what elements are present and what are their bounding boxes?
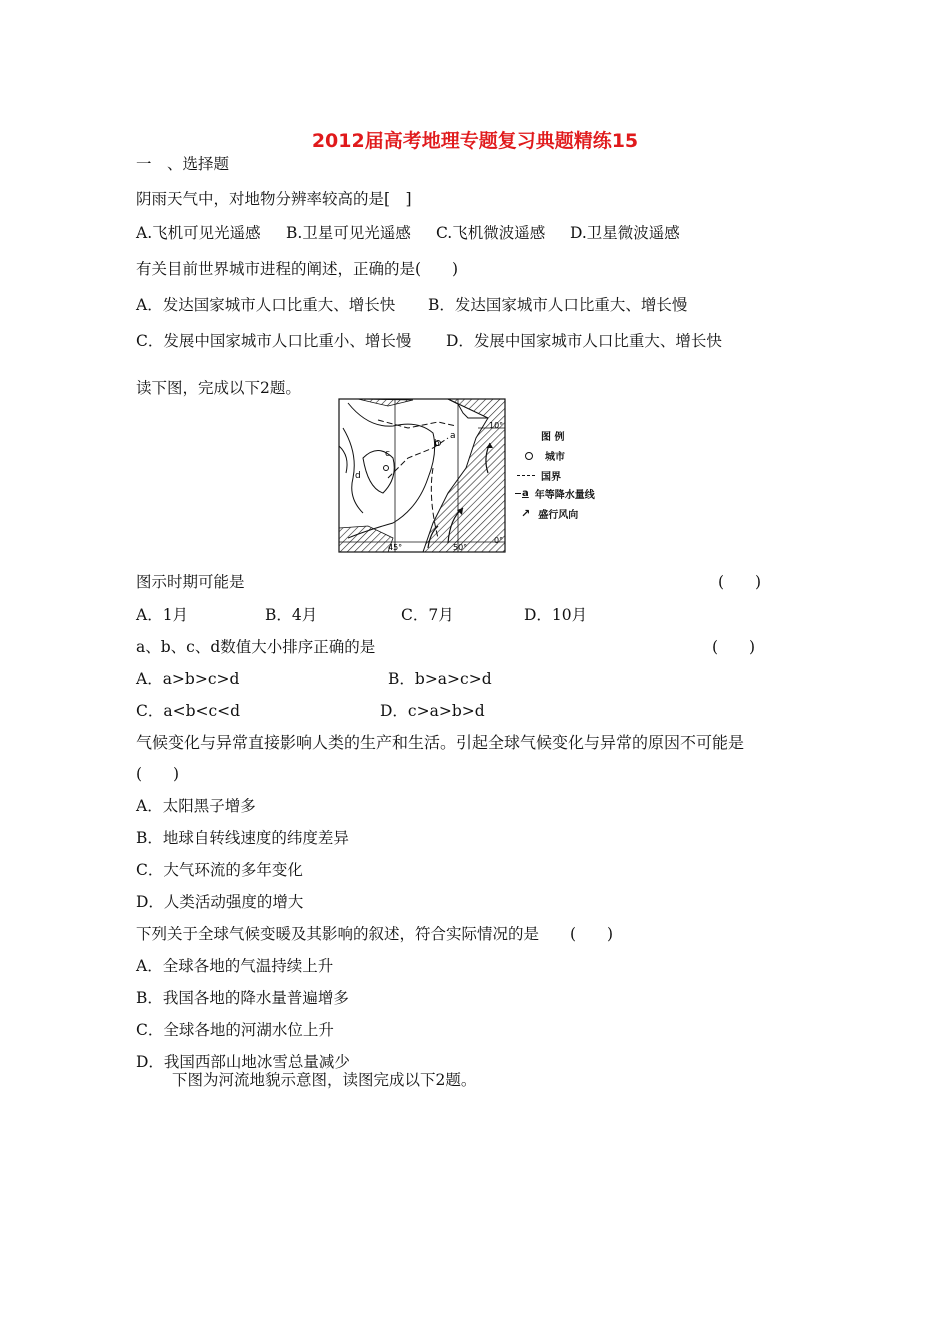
label-d: d xyxy=(355,471,361,481)
question-3-answer-blank: ( ) xyxy=(718,573,762,591)
question-1-option-d: D.卫星微波遥感 xyxy=(570,224,680,242)
question-2-option-a: A．发达国家城市人口比重大、增长快 xyxy=(136,296,396,314)
climate-map xyxy=(338,398,620,556)
question-1-option-c: C.飞机微波遥感 xyxy=(436,224,546,242)
question-1-stem: 阴雨天气中，对地物分辨率较高的是[ ] xyxy=(136,190,412,208)
question-6-option-c: C．全球各地的河湖水位上升 xyxy=(136,1021,334,1039)
section-heading: 一 、选择题 xyxy=(136,155,230,173)
label-c: c xyxy=(385,449,390,459)
question-4-option-d: D．c>a>b>d xyxy=(380,702,485,720)
border-line-icon xyxy=(517,475,535,476)
question-5-answer-blank: ( ) xyxy=(136,765,180,783)
question-4-stem: a、b、c、d数值大小排序正确的是 xyxy=(136,638,376,656)
question-2-stem: 有关目前世界城市进程的阐述，正确的是( ) xyxy=(136,260,459,278)
next-figure-intro: 下图为河流地貌示意图，读图完成以下2题。 xyxy=(172,1071,477,1089)
question-1-option-b: B.卫星可见光遥感 xyxy=(286,224,411,242)
question-1-option-a: A.飞机可见光遥感 xyxy=(136,224,261,242)
question-5-option-a: A．太阳黑子增多 xyxy=(136,797,256,815)
question-4-option-a: A．a>b>c>d xyxy=(136,670,240,688)
question-4-option-b: B．b>a>c>d xyxy=(388,670,492,688)
legend-wind xyxy=(521,506,578,521)
question-3-option-a: A．1月 xyxy=(136,606,189,624)
legend-isohyet xyxy=(515,486,595,501)
legend-city xyxy=(525,448,565,463)
question-3-option-c: C．7月 xyxy=(401,606,454,624)
question-3-option-b: B．4月 xyxy=(265,606,318,624)
legend-border xyxy=(517,468,561,483)
question-2-option-d: D．发展中国家城市人口比重大、增长快 xyxy=(446,332,722,350)
legend-title: 图 例 xyxy=(541,432,565,443)
question-2-option-b: B．发达国家城市人口比重大、增长慢 xyxy=(428,296,688,314)
legend-wind-label: 盛行风向 xyxy=(538,510,579,521)
map-intro: 读下图，完成以下2题。 xyxy=(136,379,301,397)
legend-isohyet-mark: a xyxy=(522,488,529,499)
page-title: 2012届高考地理专题复习典题精练15 xyxy=(311,130,639,152)
label-b: b xyxy=(434,439,440,449)
legend-isohyet-label: 年等降水量线 xyxy=(534,490,595,501)
legend-border-label: 国界 xyxy=(541,472,561,483)
question-5-stem: 气候变化与异常直接影响人类的生产和生活。引起全球气候变化与异常的原因不可能是 xyxy=(136,733,745,752)
label-lat-0: 0° xyxy=(494,536,504,545)
question-6-stem: 下列关于全球气候变暖及其影响的叙述，符合实际情况的是 ( ) xyxy=(136,925,614,943)
isohyet-line-icon xyxy=(515,493,521,494)
question-3-stem: 图示时期可能是 xyxy=(136,573,245,591)
question-3-option-d: D．10月 xyxy=(524,606,588,624)
question-6-option-a: A．全球各地的气温持续上升 xyxy=(136,957,334,975)
question-4-option-c: C．a<b<c<d xyxy=(136,702,241,720)
question-5-option-d: D．人类活动强度的增大 xyxy=(136,893,304,911)
question-2-option-c: C．发展中国家城市人口比重小、增长慢 xyxy=(136,332,412,350)
label-lon-50: 50° xyxy=(453,543,468,552)
question-4-answer-blank: ( ) xyxy=(712,638,756,656)
label-lat-10: 10° xyxy=(489,421,504,430)
label-lon-45: 45° xyxy=(388,543,403,552)
label-a: a xyxy=(450,431,456,441)
question-5-option-c: C．大气环流的多年变化 xyxy=(136,861,303,879)
city-marker-icon xyxy=(525,452,533,460)
wind-arrow-icon: ↗ xyxy=(521,507,531,520)
legend-city-label: 城市 xyxy=(545,452,565,463)
question-6-option-d: D．我国西部山地冰雪总量减少 xyxy=(136,1053,350,1071)
question-6-option-b: B．我国各地的降水量普遍增多 xyxy=(136,989,349,1007)
question-5-option-b: B．地球自转线速度的纬度差异 xyxy=(136,829,349,847)
